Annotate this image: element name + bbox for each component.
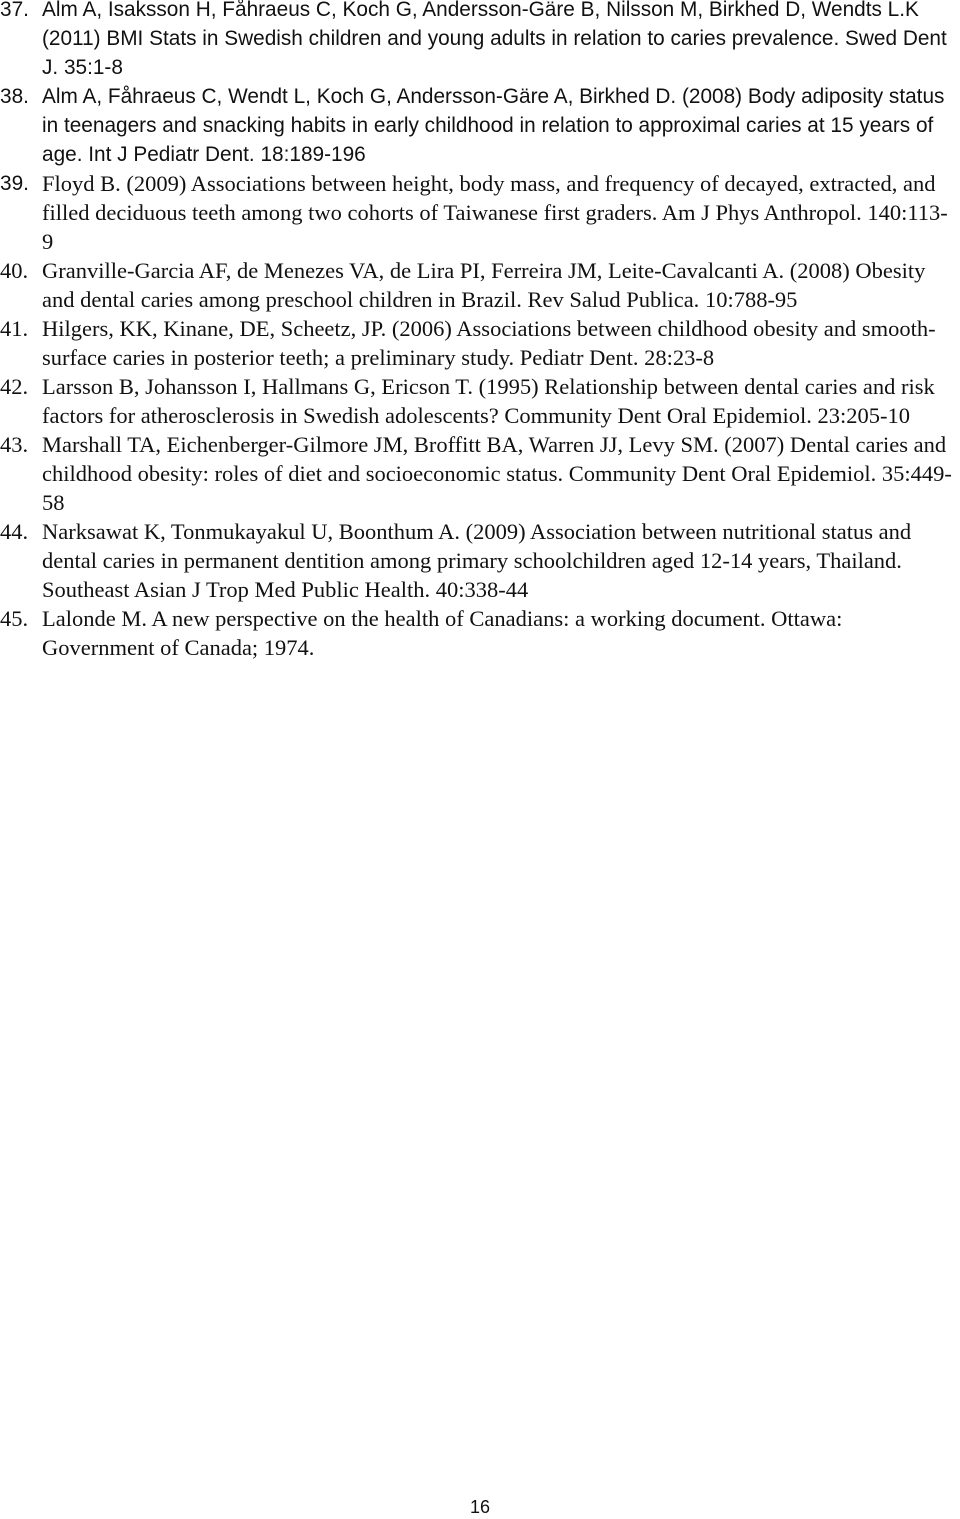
reference-text: Larsson B, Johansson I, Hallmans G, Ericson T. (1995) Relationship between dental caries and risk factors for atherosclerosis in Swedish adolescents? (42, 374, 935, 428)
reference-body (42, 372, 954, 430)
reference-text: Granville-Garcia AF, de Menezes VA, de Lira PI, Ferreira JM, Leite-Cavalcanti A. (2008) Obesity and dental caries among preschool children in Brazil. (42, 258, 926, 312)
reference-body (42, 430, 954, 517)
reference-item (0, 430, 960, 517)
reference-body (42, 517, 954, 604)
reference-volume: 35:449-58 (42, 461, 952, 515)
reference-text: Hilgers, KK, Kinane, DE, Scheetz, JP. (2006) Associations between childhood obesity and smooth-surface caries in posterior teeth; a preliminary study. (42, 316, 936, 370)
journal-name: Am J Phys Anthropol. (661, 200, 862, 225)
reference-text: Narksawat K, Tonmukayakul U, Boonthum A. (2009) Association between nutritional status and dental caries in permanent dentition among primary schoolchildren aged 12-14 years, Thailand. (42, 519, 912, 573)
journal-name: Community Dent Oral Epidemiol. (568, 461, 877, 486)
page-number: 16 (469, 1497, 491, 1517)
reference-text: Marshall TA, Eichenberger-Gilmore JM, Broffitt BA, Warren JJ, Levy SM. (2007) Dental caries and childhood obesity: roles of diet and socioeconomic status. (42, 432, 947, 486)
reference-text: Alm A, Isaksson H, Fåhraeus C, Koch G, Andersson-Gäre B, Nilsson M, Birkhed D, Wendts L.K (2011) BMI Stats in Swedish children and young adults in relation to caries prevalence. Swed Dent J. 35:1-8 (42, 0, 947, 79)
reference-item (0, 0, 960, 82)
reference-item (0, 256, 960, 314)
reference-body (42, 256, 954, 314)
reference-list (0, 0, 960, 662)
reference-item (0, 517, 960, 604)
journal-name: Southeast Asian J Trop Med Public Health. (42, 577, 431, 602)
reference-number: 44. (0, 519, 29, 544)
reference-text: Alm A, Fåhraeus C, Wendt L, Koch G, Andersson-Gäre A, Birkhed D. (2008) Body adiposity status in teenagers and snacking habits in early childhood in relation to approximal caries at 15 years of age. Int J Pediatr Dent. 18:189-196 (42, 85, 945, 166)
reference-volume: 10:788-95 (699, 287, 798, 312)
reference-volume: 140:113-9 (42, 200, 948, 254)
reference-item (0, 372, 960, 430)
reference-item (0, 82, 960, 169)
reference-number: 40. (0, 258, 29, 283)
reference-item (0, 314, 960, 372)
reference-item (0, 169, 960, 256)
reference-number: 43. (0, 432, 29, 457)
journal-name: Pediatr Dent. (519, 345, 639, 370)
reference-number: 38. (0, 85, 29, 108)
journal-name: Community Dent Oral Epidemiol. (504, 403, 812, 428)
reference-number: 45. (0, 606, 29, 631)
reference-number: 41. (0, 316, 29, 341)
reference-number: 37. (0, 0, 29, 21)
reference-volume: 23:205-10 (811, 403, 910, 428)
journal-name: Rev Salud Publica. (527, 287, 700, 312)
reference-number: 39. (0, 172, 29, 195)
reference-text: Floyd B. (2009) Associations between height, body mass, and frequency of decayed, extracted, and filled deciduous teeth among two cohorts of Taiwanese first graders. (42, 171, 936, 225)
reference-volume: 40:338-44 (430, 577, 529, 602)
reference-body (42, 169, 954, 256)
reference-number: 42. (0, 374, 29, 399)
reference-text: Lalonde M. A new perspective on the health of Canadians: a working document. Ottawa: Government of Canada; 1974. (42, 606, 843, 660)
reference-body (42, 314, 954, 372)
reference-volume: 28:23-8 (638, 345, 715, 370)
reference-item (0, 604, 960, 662)
